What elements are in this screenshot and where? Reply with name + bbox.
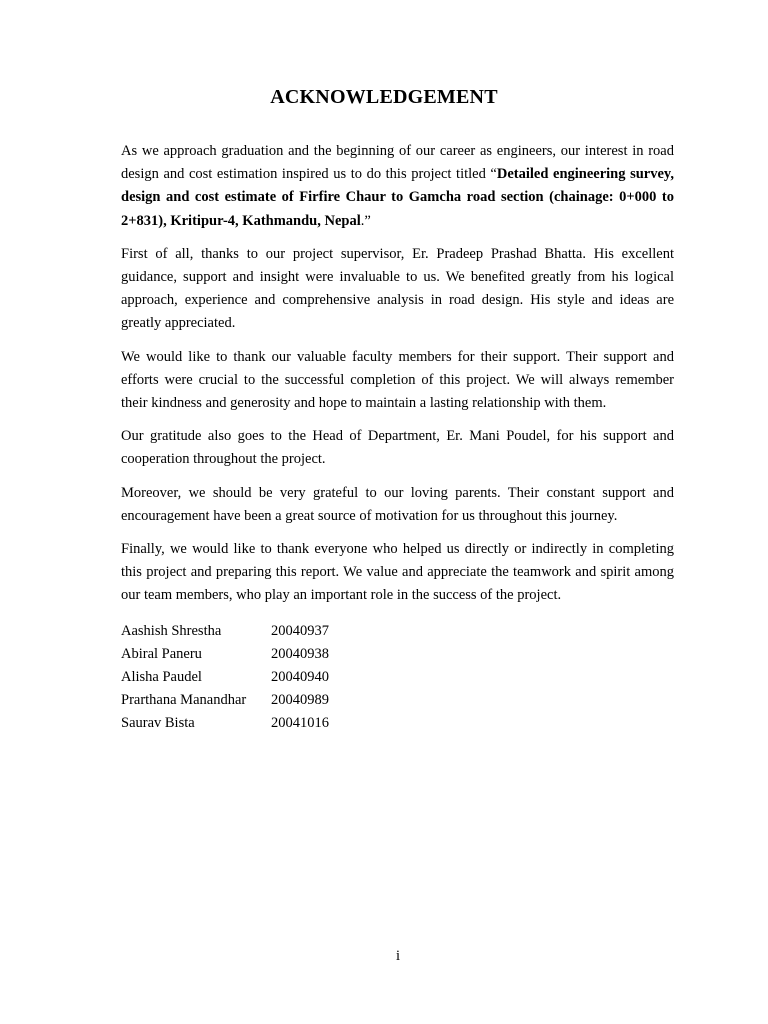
member-roll-number: 20040989: [271, 692, 329, 709]
member-roll-number: 20040938: [271, 645, 329, 662]
member-roll-number: 20040940: [271, 669, 329, 686]
list-item: [121, 712, 674, 735]
team-members-list: [121, 620, 674, 736]
intro-text: As we approach graduation and the beginning of our career as engineers, our interest in road design and cost estimation inspired us to do this project titled “: [121, 143, 674, 183]
paragraph-supervisor: First of all, thanks to our project supervisor, Er. Pradeep Prashad Bhatta. His excellent guidance, support and insight were invaluable to us. We benefited greatly from his logical approach, experience and comprehensive analysis in road design. His style and ideas are greatly appreciated.: [121, 245, 674, 332]
paragraph-parents: Moreover, we should be very grateful to our loving parents. Their constant support and encouragement have been a great source of motivation for us throughout this journey.: [121, 484, 674, 524]
project-title: Detailed engineering survey, design and cost estimate of Firfire Chaur to Gamcha road section (chainage: 0+000 to 2+831), Kritipur-4, Kathmandu, Nepal: [121, 166, 674, 229]
paragraph-head-of-department: Our gratitude also goes to the Head of Department, Er. Mani Poudel, for his support and cooperation throughout the project.: [121, 428, 674, 468]
paragraph-intro: [121, 140, 674, 233]
member-name: Aashish Shrestha: [121, 622, 222, 639]
list-item: [121, 666, 674, 689]
member-roll-number: 20040937: [271, 622, 329, 639]
list-item: [121, 620, 674, 643]
member-name: Abiral Paneru: [121, 645, 202, 662]
member-name: Saurav Bista: [121, 715, 195, 732]
paragraph-faculty: We would like to thank our valuable faculty members for their support. Their support and efforts were crucial to the successful completion of this project. We will always remember their kindness and generosity and hope to maintain a lasting relationship with them.: [121, 348, 674, 412]
list-item: [121, 643, 674, 666]
intro-closing: .”: [360, 212, 371, 229]
acknowledgement-body: [121, 140, 674, 736]
member-name: Prarthana Manandhar: [121, 692, 247, 709]
list-item: [121, 689, 674, 712]
page-number: i: [395, 948, 401, 964]
member-roll-number: 20041016: [271, 715, 329, 732]
page-title: ACKNOWLEDGEMENT: [270, 86, 498, 108]
paragraph-closing: Finally, we would like to thank everyone who helped us directly or indirectly in completing this project and preparing this report. We value and appreciate the teamwork and spirit among our team members, who play an important role in the success of the project.: [121, 541, 674, 604]
member-name: Alisha Paudel: [121, 669, 202, 686]
